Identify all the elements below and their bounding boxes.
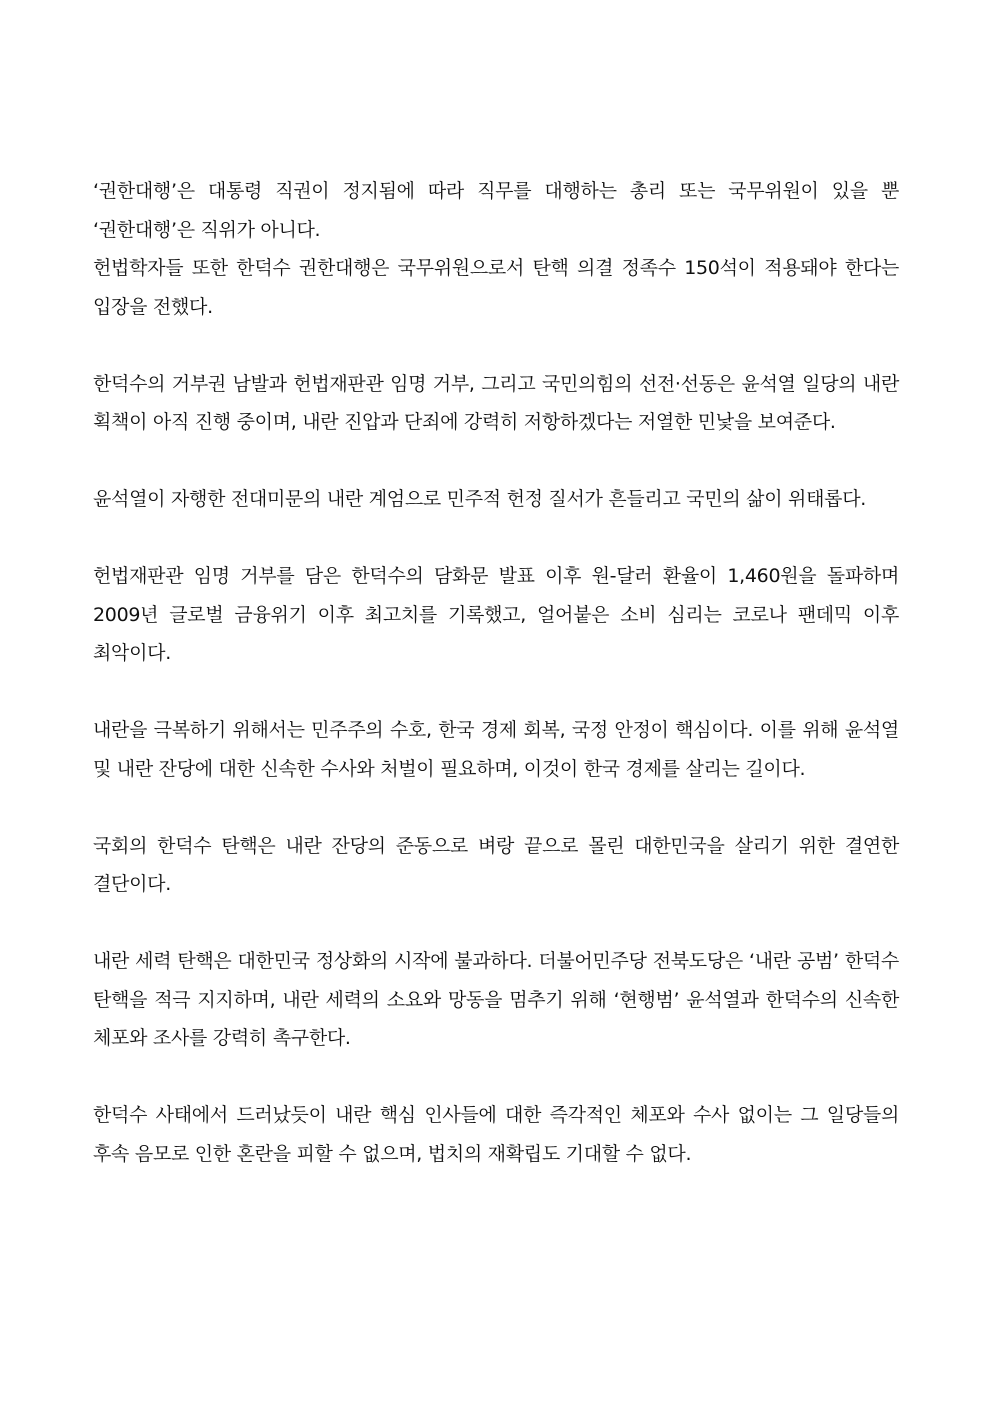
document-body bbox=[93, 172, 899, 1173]
paragraph-impeachment-decision: 국회의 한덕수 탄핵은 내란 잔당의 준동으로 벼랑 끝으로 몰린 대한민국을 살리기 위한 결연한 결단이다. bbox=[93, 834, 899, 895]
paragraph-party-statement: 내란 세력 탄핵은 대한민국 정상화의 시작에 불과하다. 더불어민주당 전북도당은 ‘내란 공범’ 한덕수 탄핵을 적극 지지하며, 내란 세력의 소요와 망동을 멈추기 위해 ‘현행범’ 윤석열과 한덕수의 신속한 체포와 조사를 강력히 촉구한다. bbox=[93, 950, 899, 1049]
paragraph-veto-abuse: 한덕수의 거부권 남발과 헌법재판관 임명 거부, 그리고 국민의힘의 선전·선동은 윤석열 일당의 내란 획책이 아직 진행 중이며, 내란 진압과 단죄에 강력히 저항하겠다는 저열한 민낯을 보여준다. bbox=[93, 372, 899, 433]
paragraph-overcoming-insurrection: 내란을 극복하기 위해서는 민주주의 수호, 한국 경제 회복, 국정 안정이 핵심이다. 이를 위해 윤석열 및 내란 잔당에 대한 신속한 수사와 처벌이 필요하며, 이것이 한국 경제를 살리는 길이다. bbox=[93, 719, 899, 780]
paragraph-rule-of-law: 한덕수 사태에서 드러났듯이 내란 핵심 인사들에 대한 즉각적인 체포와 수사 없이는 그 일당들의 후속 음모로 인한 혼란을 피할 수 없으며, 법치의 재확립도 기대할 수 없다. bbox=[93, 1104, 899, 1165]
paragraph-martial-law: 윤석열이 자행한 전대미문의 내란 계엄으로 민주적 헌정 질서가 흔들리고 국민의 삶이 위태롭다. bbox=[93, 488, 866, 510]
paragraph-acting-authority: ‘권한대행’은 대통령 직권이 정지됨에 따라 직무를 대행하는 총리 또는 국무위원이 있을 뿐 ‘권한대행’은 직위가 아니다. bbox=[93, 180, 899, 241]
paragraph-exchange-rate: 헌법재판관 임명 거부를 담은 한덕수의 담화문 발표 이후 원-달러 환율이 1,460원을 돌파하며 2009년 글로벌 금융위기 이후 최고치를 기록했고, 얼어붙은 소비 심리는 코로나 팬데믹 이후 최악이다. bbox=[93, 565, 899, 664]
paragraph-constitutional-scholars: 헌법학자들 또한 한덕수 권한대행은 국무위원으로서 탄핵 의결 정족수 150석이 적용돼야 한다는 입장을 전했다. bbox=[93, 257, 899, 318]
